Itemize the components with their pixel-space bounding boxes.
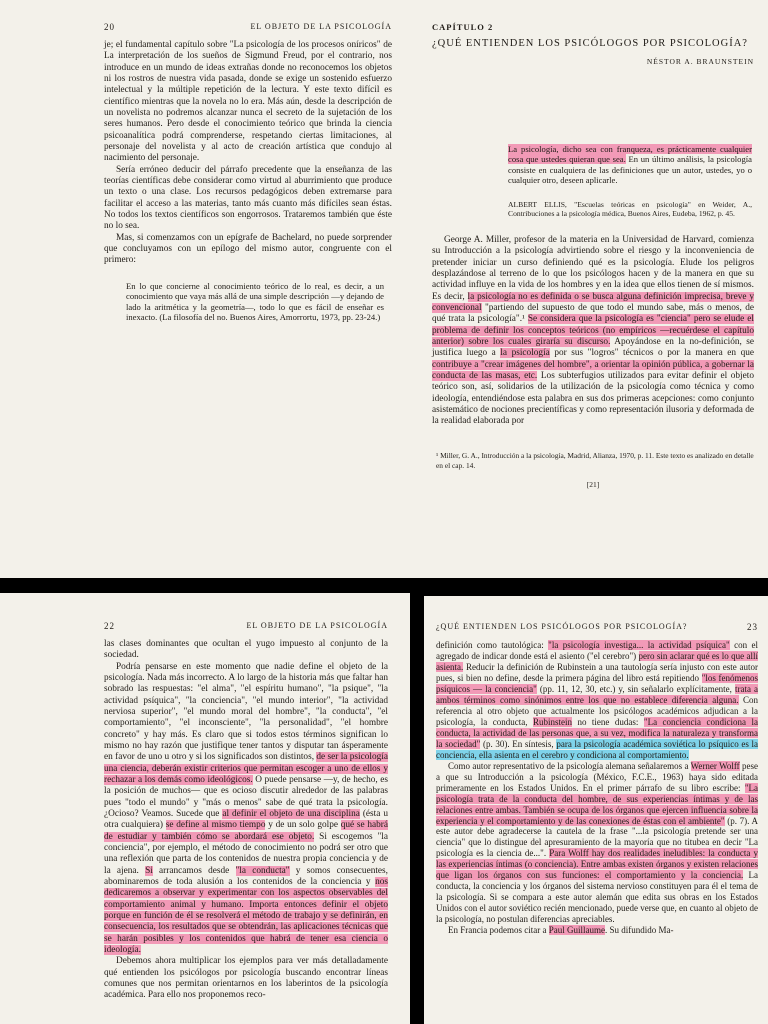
text-span: "partiendo del supuesto de que todo el mundo sabe, más o menos, de qué trata la psicología".¹: [432, 302, 754, 325]
highlighted-text: la psicología no es definida o se busca alguna definición imprecisa, breve y convencional: [432, 291, 755, 313]
text-span: Si escogemos "la conciencia", por ejemplo, el método de conocimiento no podrá ser otro que una reflexión que parta de los contenidos de nuestra propia conciencia y de la ajena.: [104, 831, 388, 876]
paragraph: [436, 761, 758, 926]
text-span: (p. 7). A este autor debe agradecerse la cautela de la frase "...la psicología pretende ser una ciencia" que lo distingue del apresuramiento de la mayoría que no titubea en decir "La psicología es la ciencia de...".: [436, 815, 758, 859]
page-number: 20: [104, 22, 115, 32]
text-span: y de un solo golpe: [265, 820, 341, 831]
epigraph-reference: ALBERT ELLIS, "Escuelas teóricas en psicología" en Weider, A., Contribuciones a la psicología médica, Buenos Aires, Eudeba, 1962, p. 45.: [508, 199, 752, 219]
text-span: (ésta u otra cualquiera): [104, 808, 388, 831]
text-span: George A. Miller, profesor de la materia en la Universidad de Harvard, comienza su Introducción a la psicología advirtiendo sobre el riesgo y la inconveniencia de pretender iniciar un curso definiendo qué es la psicología. Elude los peligros desplazándose al terreno de lo que los psicólogos hacen y de la manera en que su actividad influye en la vida de los hombres y en la idea que ellos tienen de sí mismos. Es decir,: [432, 234, 754, 302]
block-quote: En lo que concierne al conocimiento teórico de lo real, es decir, a un conocimiento que vaya más allá de una simple descripción —y dejando de lado la aritmética y la geometría—, todo lo que es fácil de enseñar es inexacto. (La filosofía del no. Buenos Aires, Amorrortu, 1973, pp. 23-24.): [126, 280, 384, 323]
page-number: 23: [747, 622, 758, 632]
highlighted-text: Paul Guillaume: [548, 925, 605, 936]
footnote: ¹ Miller, G. A., Introducción a la psicología, Madrid, Alianza, 1970, p. 11. Este texto es analizado en detalle en el cap. 14.: [436, 451, 754, 470]
text-span: Reducir la definición de Rubinstein a una tautología sería injusto con este autor pues, si bien no define, desde la primera página del libro está repitiendo: [436, 661, 758, 683]
page-body: [432, 235, 754, 428]
running-head-title: EL OBJETO DE LA PSICOLOGÍA: [250, 22, 392, 31]
text-span: pese a que su Introducción a la psicología (México, F.C.E., 1963) haya sido editada primeramente en los Estados Unidos. En el primer párrafo de su libro escribe:: [436, 760, 759, 793]
running-head-title: ¿QUÉ ENTIENDEN LOS PSICÓLOGOS POR PSICOLOGÍA?: [436, 622, 688, 631]
highlighted-text: contribuye a "crear imágenes del hombre", a orientar la opinión pública, a gobernar la conducta de las masas, etc.: [432, 359, 754, 381]
text-span: definición como tautológica:: [436, 640, 549, 650]
book-page-20: [0, 0, 410, 578]
book-page-21: [410, 0, 768, 578]
paragraph: Mas, si comenzamos con un epígrafe de Bachelard, no puede sorprender que concluyamos con un epílogo del mismo autor, congruente con el primero:: [104, 232, 392, 266]
text-span: arrancamos desde: [152, 865, 236, 876]
paragraph: Debemos ahora multiplicar los ejemplos para ver más detalladamente qué entienden los psicólogos por psicología buscando encontrar líneas comunes que nos permitan orientarnos en los laberintos de la psicología académica. Para ello nos proponemos reco-: [104, 956, 388, 1001]
running-head: [104, 22, 392, 32]
page-body: [104, 639, 388, 1002]
paragraph: [436, 640, 758, 761]
highlighted-text: se define al mismo tiempo: [165, 820, 266, 831]
highlighted-text: qué se habrá de estudiar y también cómo se abordará ese objeto.: [104, 820, 388, 842]
highlighted-text: La psicología, dicho sea con franqueza, es prácticamente cualquier cosa que ustedes quieran que sea.: [508, 144, 752, 165]
highlighted-text-blue: para la psicología académica soviética lo psíquico es la conciencia, ella asienta en el cerebro y condiciona al comportamiento.: [436, 738, 759, 760]
highlighted-text: pero sin aclarar qué es lo que allí asienta.: [436, 650, 758, 672]
text-span: no tiene dudas:: [571, 716, 644, 727]
text-span: En un último análisis, la psicología consiste en cualquiera de las definiciones que un autor, ustedes, yo o cualquier otro, deseen aplicarle.: [508, 154, 752, 186]
book-page-22: [0, 593, 410, 1024]
text-span: Podría pensarse en este momento que nadie define el objeto de la psicología. Nada más incorrecto. A lo largo de la historia más que faltar han sobrado las respuestas: "el alma", "el espíritu humano", "la psique", "la actividad psíquica", "la conciencia", "el mundo interior", "la actividad nerviosa superior", "el mundo moral del hombre", "la conducta", "el comportamiento", "el inconsciente", "la personalidad", "el hombre concreto" y hay más. Es claro que si todos estos términos significan lo mismo no hay razón que justifique tener tantos y disputar tan ásperamente en favor de uno u otro y si los significados son distintos,: [104, 661, 388, 763]
text-span: (pp. 11, 12, 30, etc.) y, sin señalarlo explícitamente,: [536, 683, 735, 694]
epigraph: [508, 144, 752, 186]
highlighted-text: Para Wolff hay dos realidades ineludibles: la conducta y las experiencias íntimas (o conciencia). Entre ambas existen órganos y existen relaciones que ligan los órganos con sus funciones: el comportamiento y la conciencia.: [436, 848, 758, 881]
highlighted-text: "la psicología investiga... la actividad psíquica": [548, 640, 730, 650]
text-span: Los subterfugios utilizados para evitar definir el objeto teórico son, así, solidarios de la utilización de la psicología como técnica y como ideología, entendiéndose esta palabra en sus dos primeras acepciones: como conjunto asistemático de nociones precientíficas y como representación ilusoria y deformada de la realidad elaborada por: [432, 370, 754, 427]
page-body: [104, 40, 392, 267]
highlighted-text: nos dedicaremos a observar y experimentar con los aspectos observables del comportamiento animal y humano. Importa entonces definir el objeto porque en función de él se resolverá el método de trabajo y se definirán, en consecuencia, los resultados que se obtendrán, las aplicaciones técnicas que se harán posibles y los contenidos que habrá de tener esa ciencia o ideología.: [104, 876, 388, 955]
paragraph: [432, 235, 754, 428]
paragraph: Sería erróneo deducir del párrafo precedente que la enseñanza de las teorías científicas debe considerar como virtud al aburrimiento que produce un texto o una clase. Los recursos pedagógicos deben extremarse para facilitar el acceso a las materias, tanto más cuanto más difíciles sean éstas. No todos los textos científicos son engorrosos. Trataremos también que éste no lo sea.: [104, 164, 392, 232]
text-span: y somos consecuentes, abominaremos de toda alusión a los contenidos de la conciencia y: [104, 865, 388, 887]
page-body: [436, 640, 758, 936]
text-span: Apoyándose en la no-definición, se justifica luego a: [432, 336, 754, 359]
text-span: . Su difundido Ma-: [604, 925, 674, 936]
highlighted-text: "la conducta": [235, 865, 290, 876]
highlighted-text: Si: [145, 865, 153, 876]
highlighted-text: "los fenómenos psíquicos — la conciencia": [436, 672, 758, 694]
paragraph: [104, 662, 388, 957]
folio-number: [21]: [586, 479, 600, 489]
paragraph: je; el fundamental capítulo sobre "La psicología de los procesos oníricos" de La interpretación de los sueños de Sigmund Freud, por el contrario, nos introduce en un mundo de ideas extrañas donde no reconocemos los objetos ni los rostros de nuestra vida pasada, donde se exige un sostenido esfuerzo intelectual y la múltiple repetición de la lectura. Y este texto difícil es científico mientras que la novela no lo era. Más aún, desde la descripción de un novelista no podremos alcanzar nunca el secreto de la sujetación de los seres humanos. Pero desde el conocimiento teórico que brinda la ciencia psicoanalítica podrá comprenderse, respetando ciertas limitaciones, al personaje del novelista y al acto de creación artística que condujo al nacimiento del personaje.: [104, 40, 392, 164]
text-span: Como autor representativo de la psicología alemana señalaremos a: [448, 760, 691, 771]
page-number: 22: [104, 621, 115, 631]
highlighted-text: trata a ambos términos como sinónimos entre los que no establece diferencia alguna.: [436, 683, 759, 705]
highlighted-text: Rubinstein: [532, 716, 572, 727]
paragraph: las clases dominantes que ocultan el yugo impuesto al conjunto de la sociedad.: [104, 639, 388, 661]
text-span: por sus "logros" técnicos o por la manera en que: [549, 348, 754, 359]
highlighted-text: de ser la psicología una ciencia, deberán existir criterios que permitan escoger a uno de ellos y rechazar a los demás como ideológicos.: [104, 752, 388, 785]
chapter-label: CAPÍTULO 2: [432, 22, 494, 32]
text-span: O puede pensarse —y, de hecho, es la posición de muchos— que es ocioso discutir alrededor de las palabras pues "todo el mundo" y "más o menos" sabe de qué trata la psicología. ¿Ocioso? Veamos. Sucede que: [104, 774, 388, 819]
highlighted-text: al definir el objeto de una disciplina: [222, 808, 360, 819]
text-span: con el agregado de indicar donde está el asiento ("el cerebro"): [436, 640, 758, 661]
book-page-23: [424, 596, 768, 1024]
highlighted-text: Se considera que la psicología es "ciencia" pero se elude el problema de definir los conceptos teóricos (no empíricos —recuérdese el capítulo anterior) sobre los cuales giraría su discurso.: [432, 314, 754, 347]
highlighted-text: la psicología: [500, 348, 550, 359]
text-span: La conducta, la conciencia y los órganos del sistema nervioso constituyen para él el tema de la psicología. Si se compara a este autor alemán que edita sus obras en los Estados Unidos con el autor soviético recién mencionado, puede verse que, en cuanto al objeto de la psicología, no postulan diferencias apreciables.: [436, 870, 759, 925]
running-head: [436, 622, 758, 632]
running-head-title: EL OBJETO DE LA PSICOLOGÍA: [246, 621, 388, 630]
highlighted-text: "La psicología trata de la conducta del hombre, de sus experiencias íntimas y de las relaciones entre ambas. También se ocupa de los órganos que ejercen influencia sobre la experiencia y el comportamiento y de las conexiones de éstas con el ambiente": [436, 782, 758, 826]
text-span: En Francia podemos citar a: [448, 925, 549, 936]
highlighted-text: Werner Wolff: [690, 760, 740, 771]
text-span: (p. 30). En síntesis,: [480, 738, 557, 749]
paragraph: [436, 925, 758, 936]
text-span: Con referencia al otro objeto que actualmente los psicólogos académicos adjudican a la psicología, la conducta,: [436, 694, 758, 727]
running-head: [104, 621, 388, 631]
highlighted-text: "La conciencia condiciona la conducta, la actividad de las personas que, a su vez, modifica la naturaleza y transforma la sociedad": [436, 716, 758, 749]
chapter-title: ¿QUÉ ENTIENDEN LOS PSICÓLOGOS POR PSICOLOGÍA?: [432, 38, 748, 49]
chapter-author: NÉSTOR A. BRAUNSTEIN: [646, 57, 754, 66]
